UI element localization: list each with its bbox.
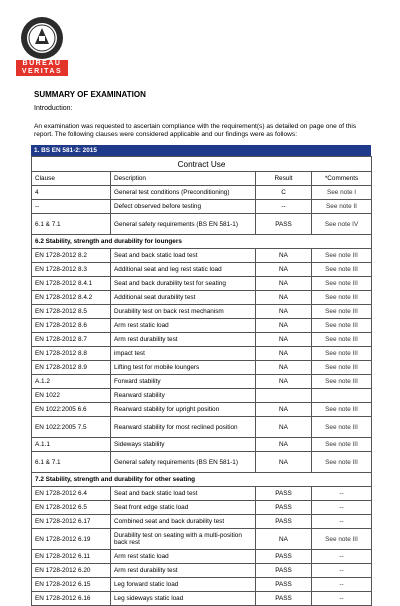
table-title-row	[32, 157, 372, 172]
cell-result: PASS	[256, 487, 312, 501]
cell-result: NA	[256, 277, 312, 291]
table-row	[32, 319, 372, 333]
cell-result: NA	[256, 438, 312, 452]
cell-comment: See note III	[312, 452, 372, 473]
cell-comment: See note III	[312, 249, 372, 263]
table-row	[32, 403, 372, 417]
cell-description: General safety requirements (BS EN 581-1)	[111, 452, 256, 473]
cell-comment: See note IV	[312, 214, 372, 235]
cell-description: Rearward stability for upright position	[111, 403, 256, 417]
table-row	[32, 249, 372, 263]
cell-result: PASS	[256, 592, 312, 606]
cell-description: Additional seat durability test	[111, 291, 256, 305]
cell-comment: See note III	[312, 529, 372, 550]
cell-result: NA	[256, 319, 312, 333]
cell-clause: A.1.1	[32, 438, 111, 452]
cell-result: NA	[256, 305, 312, 319]
cell-result: PASS	[256, 501, 312, 515]
cell-clause: --	[32, 200, 111, 214]
cell-description: Seat and back static load test	[111, 249, 256, 263]
table-row	[32, 389, 372, 403]
table-row	[32, 186, 372, 200]
cell-clause: EN 1022:2005 7.5	[32, 417, 111, 438]
cell-comment: See note III	[312, 319, 372, 333]
table-row	[32, 291, 372, 305]
cell-comment: See note III	[312, 305, 372, 319]
cell-clause: EN 1728-2012 8.6	[32, 319, 111, 333]
cell-result: NA	[256, 452, 312, 473]
cell-description: Seat front edge static load	[111, 501, 256, 515]
cell-clause: 4	[32, 186, 111, 200]
table-row	[32, 592, 372, 606]
header-result: Result	[256, 172, 312, 186]
cell-result: NA	[256, 333, 312, 347]
table-row	[32, 361, 372, 375]
cell-clause: EN 1728-2012 8.7	[32, 333, 111, 347]
cell-clause: EN 1728-2012 6.4	[32, 487, 111, 501]
cell-comment: --	[312, 515, 372, 529]
seal-icon	[16, 14, 68, 60]
cell-clause: 6.1 & 7.1	[32, 452, 111, 473]
table-row	[32, 452, 372, 473]
examination-table	[31, 156, 372, 606]
table-row	[32, 277, 372, 291]
cell-description: Arm rest durability test	[111, 564, 256, 578]
table-row	[32, 214, 372, 235]
cell-comment: --	[312, 487, 372, 501]
intro-label: Introduction:	[34, 105, 73, 112]
table-row	[32, 438, 372, 452]
cell-comment: --	[312, 578, 372, 592]
cell-description: Leg forward static load	[111, 578, 256, 592]
cell-result	[256, 389, 312, 403]
cell-clause: EN 1728-2012 6.20	[32, 564, 111, 578]
cell-clause: EN 1728-2012 6.19	[32, 529, 111, 550]
cell-result: NA	[256, 347, 312, 361]
cell-result: NA	[256, 291, 312, 305]
cell-comment: --	[312, 501, 372, 515]
bureau-veritas-logo	[16, 14, 68, 76]
cell-description: Leg sideways static load	[111, 592, 256, 606]
table-row	[32, 375, 372, 389]
cell-comment: See note III	[312, 403, 372, 417]
cell-result: NA	[256, 263, 312, 277]
cell-description: Defect observed before testing	[111, 200, 256, 214]
cell-comment: See note III	[312, 347, 372, 361]
cell-result: PASS	[256, 578, 312, 592]
section-row	[32, 473, 372, 487]
cell-comment: See note III	[312, 333, 372, 347]
logo-wordmark-bottom: VERITAS	[16, 68, 68, 76]
cell-comment: --	[312, 592, 372, 606]
cell-result: NA	[256, 361, 312, 375]
cell-clause: EN 1728-2012 8.4.1	[32, 277, 111, 291]
table-row	[32, 578, 372, 592]
cell-comment: --	[312, 564, 372, 578]
page-title: SUMMARY OF EXAMINATION	[34, 90, 146, 99]
header-clause: Clause	[32, 172, 111, 186]
cell-clause: EN 1728-2012 8.9	[32, 361, 111, 375]
cell-clause: EN 1728-2012 8.5	[32, 305, 111, 319]
table-row	[32, 550, 372, 564]
cell-result: PASS	[256, 550, 312, 564]
table-row	[32, 333, 372, 347]
cell-result: PASS	[256, 515, 312, 529]
cell-description: Durability test on seating with a multi-position back rest	[111, 529, 256, 550]
cell-comment: See note II	[312, 200, 372, 214]
cell-clause: EN 1728-2012 8.8	[32, 347, 111, 361]
cell-comment: See note III	[312, 375, 372, 389]
cell-description: General test conditions (Preconditioning)	[111, 186, 256, 200]
cell-clause: EN 1728-2012 6.11	[32, 550, 111, 564]
cell-clause: EN 1728-2012 6.16	[32, 592, 111, 606]
cell-result: PASS	[256, 214, 312, 235]
cell-result: NA	[256, 249, 312, 263]
cell-clause: A.1.2	[32, 375, 111, 389]
cell-description: Forward stability	[111, 375, 256, 389]
cell-comment: See note I	[312, 186, 372, 200]
cell-comment: --	[312, 550, 372, 564]
table-row	[32, 347, 372, 361]
cell-clause: EN 1728-2012 6.15	[32, 578, 111, 592]
section-row	[32, 235, 372, 249]
cell-clause: EN 1728-2012 8.4.2	[32, 291, 111, 305]
cell-description: Arm rest static load	[111, 550, 256, 564]
cell-description: Rearward stability for most reclined position	[111, 417, 256, 438]
cell-result: NA	[256, 529, 312, 550]
cell-comment: See note III	[312, 277, 372, 291]
logo-wordmark-top: BUREAU	[16, 60, 68, 68]
standard-header: 1. BS EN 581-2: 2015	[31, 145, 371, 156]
cell-comment: See note III	[312, 263, 372, 277]
intro-paragraph: An examination was requested to ascertain compliance with the requirement(s) as detailed on page one of this report. The following clauses were considered applicable and our findings were as follows:	[34, 123, 357, 138]
cell-clause: EN 1728-2012 8.3	[32, 263, 111, 277]
cell-result: NA	[256, 403, 312, 417]
cell-comment: See note III	[312, 361, 372, 375]
table-row	[32, 487, 372, 501]
cell-comment: See note III	[312, 417, 372, 438]
cell-result: C	[256, 186, 312, 200]
cell-description: Seat and back durability test for seating	[111, 277, 256, 291]
cell-description: impact test	[111, 347, 256, 361]
table-row	[32, 501, 372, 515]
table-row	[32, 564, 372, 578]
table-header-row	[32, 172, 372, 186]
cell-description: Additional seat and leg rest static load	[111, 263, 256, 277]
table-row	[32, 263, 372, 277]
section-title: 6.2 Stability, strength and durability for loungers	[32, 235, 372, 249]
cell-clause: EN 1022	[32, 389, 111, 403]
table-row	[32, 200, 372, 214]
table-row	[32, 417, 372, 438]
table-row	[32, 515, 372, 529]
cell-clause: EN 1022:2005 6.6	[32, 403, 111, 417]
table-row	[32, 305, 372, 319]
cell-description: Arm rest durability test	[111, 333, 256, 347]
cell-result: PASS	[256, 564, 312, 578]
cell-description: Combined seat and back durability test	[111, 515, 256, 529]
cell-comment: See note III	[312, 438, 372, 452]
table-title: Contract Use	[32, 157, 372, 172]
table-row	[32, 529, 372, 550]
cell-comment: See note III	[312, 291, 372, 305]
cell-result: NA	[256, 417, 312, 438]
cell-clause: EN 1728-2012 6.5	[32, 501, 111, 515]
section-title: 7.2 Stability, strength and durability for other seating	[32, 473, 372, 487]
cell-result: NA	[256, 375, 312, 389]
header-description: Description	[111, 172, 256, 186]
cell-clause: EN 1728-2012 6.17	[32, 515, 111, 529]
cell-description: General safety requirements (BS EN 581-1)	[111, 214, 256, 235]
cell-description: Seat and back static load test	[111, 487, 256, 501]
cell-comment	[312, 389, 372, 403]
cell-description: Arm rest static load	[111, 319, 256, 333]
cell-description: Lifting test for mobile loungers	[111, 361, 256, 375]
cell-result: --	[256, 200, 312, 214]
cell-description: Rearward stability	[111, 389, 256, 403]
cell-clause: EN 1728-2012 8.2	[32, 249, 111, 263]
header-comments: *Comments	[312, 172, 372, 186]
cell-description: Sideways stability	[111, 438, 256, 452]
cell-description: Durability test on back rest mechanism	[111, 305, 256, 319]
cell-clause: 6.1 & 7.1	[32, 214, 111, 235]
